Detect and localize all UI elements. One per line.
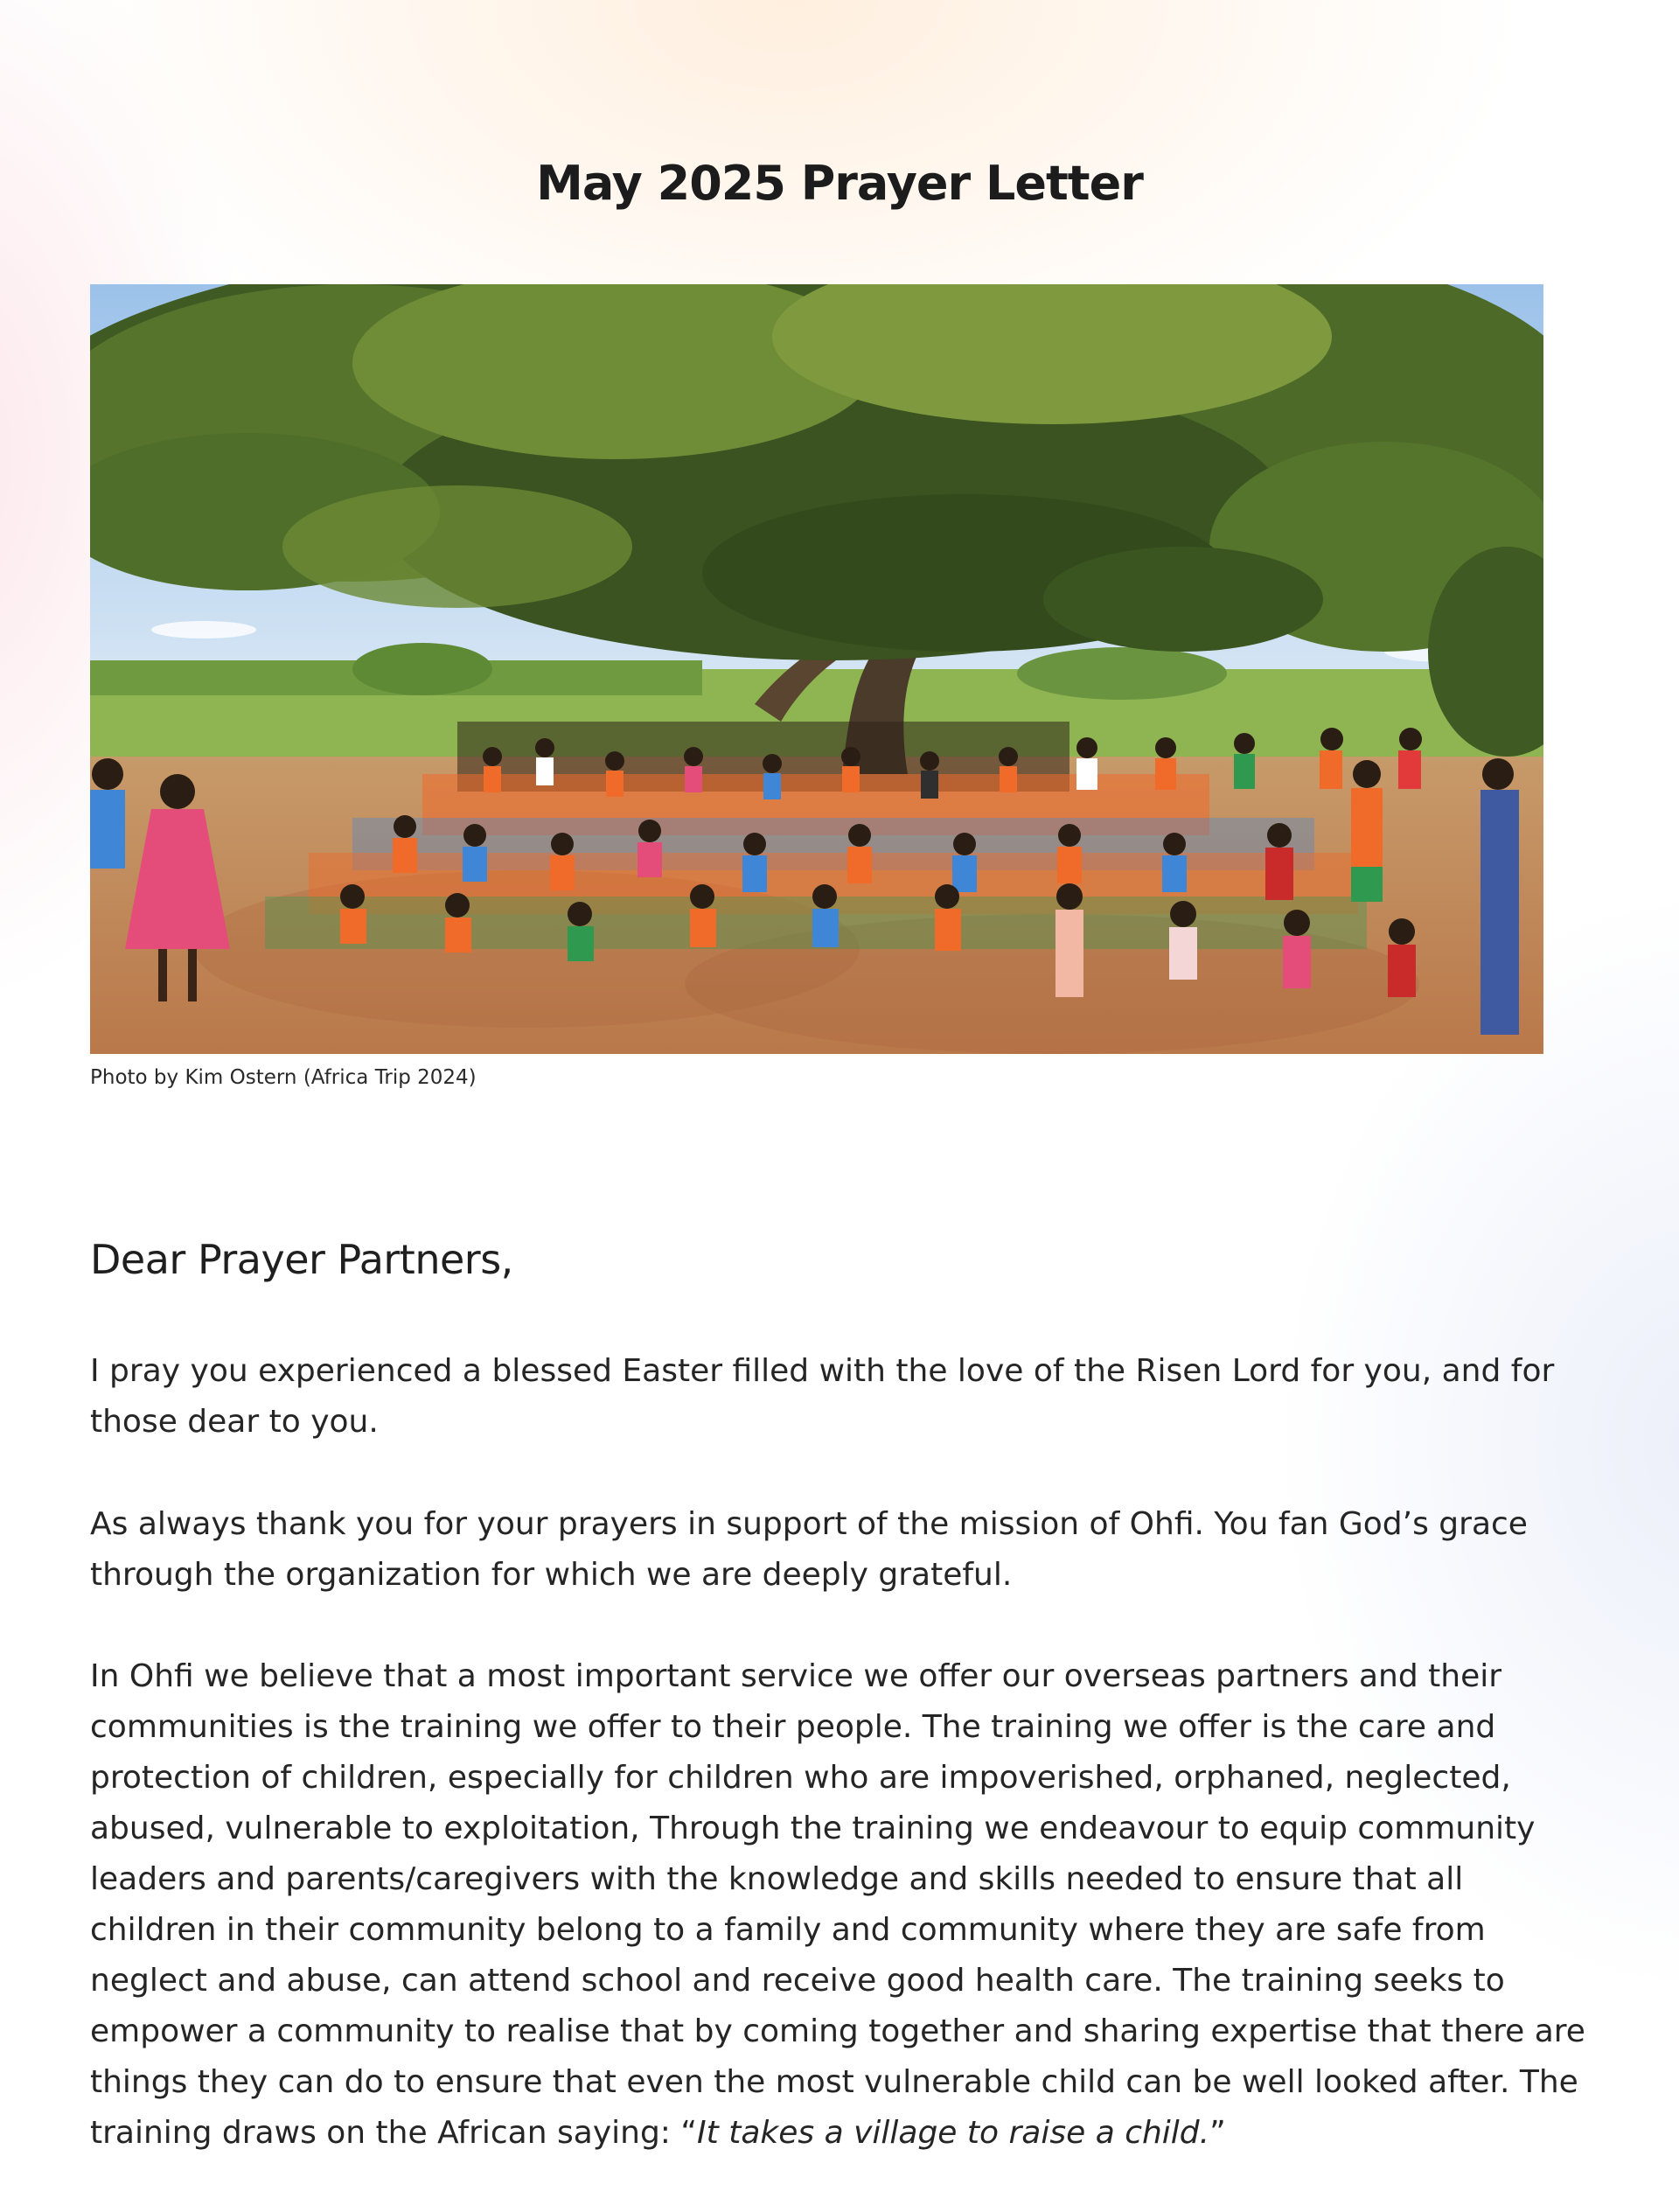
letter-paragraph-2: As always thank you for your prayers in support of the mission of Ohfi. You fan God’s grace through the organization for which we are deeply grateful. xyxy=(90,1506,1528,1593)
letter-paragraph-3-text: In Ohfi we believe that a most important service we offer our overseas partners and their communities is the training we offer to their people. The training we offer is the care and protection of children, especially for children who are impoverished, orphaned, neglected, abused, vulnerable to exploitation, Through the training we endeavour to equip community leaders and parents/caregivers with the knowledge and skills needed to ensure that all children in their community belong to a family and community where they are safe from neglect and abuse, can attend school and receive good health care. The training seeks to empower a community to realise that by coming together and sharing expertise that there are things they can do to ensure that even the most vulnerable child can be well looked after. The training draws on the African saying: “ xyxy=(90,1658,1585,2151)
letter-greeting: Dear Prayer Partners, xyxy=(90,1236,513,1283)
group-photo xyxy=(90,284,1543,1054)
letter-paragraph-3-close: ” xyxy=(1209,2115,1226,2151)
african-saying-quote: It takes a village to raise a child. xyxy=(697,2115,1210,2151)
letter-paragraph-1: I pray you experienced a blessed Easter filled with the love of the Risen Lord for you, and for those dear to you. xyxy=(90,1353,1555,1440)
letter-paragraph-3 xyxy=(90,1651,1594,2159)
group-photo-illustration xyxy=(90,284,1543,1054)
photo-caption: Photo by Kim Ostern (Africa Trip 2024) xyxy=(90,1066,477,1089)
page-title: May 2025 Prayer Letter xyxy=(536,156,1143,211)
